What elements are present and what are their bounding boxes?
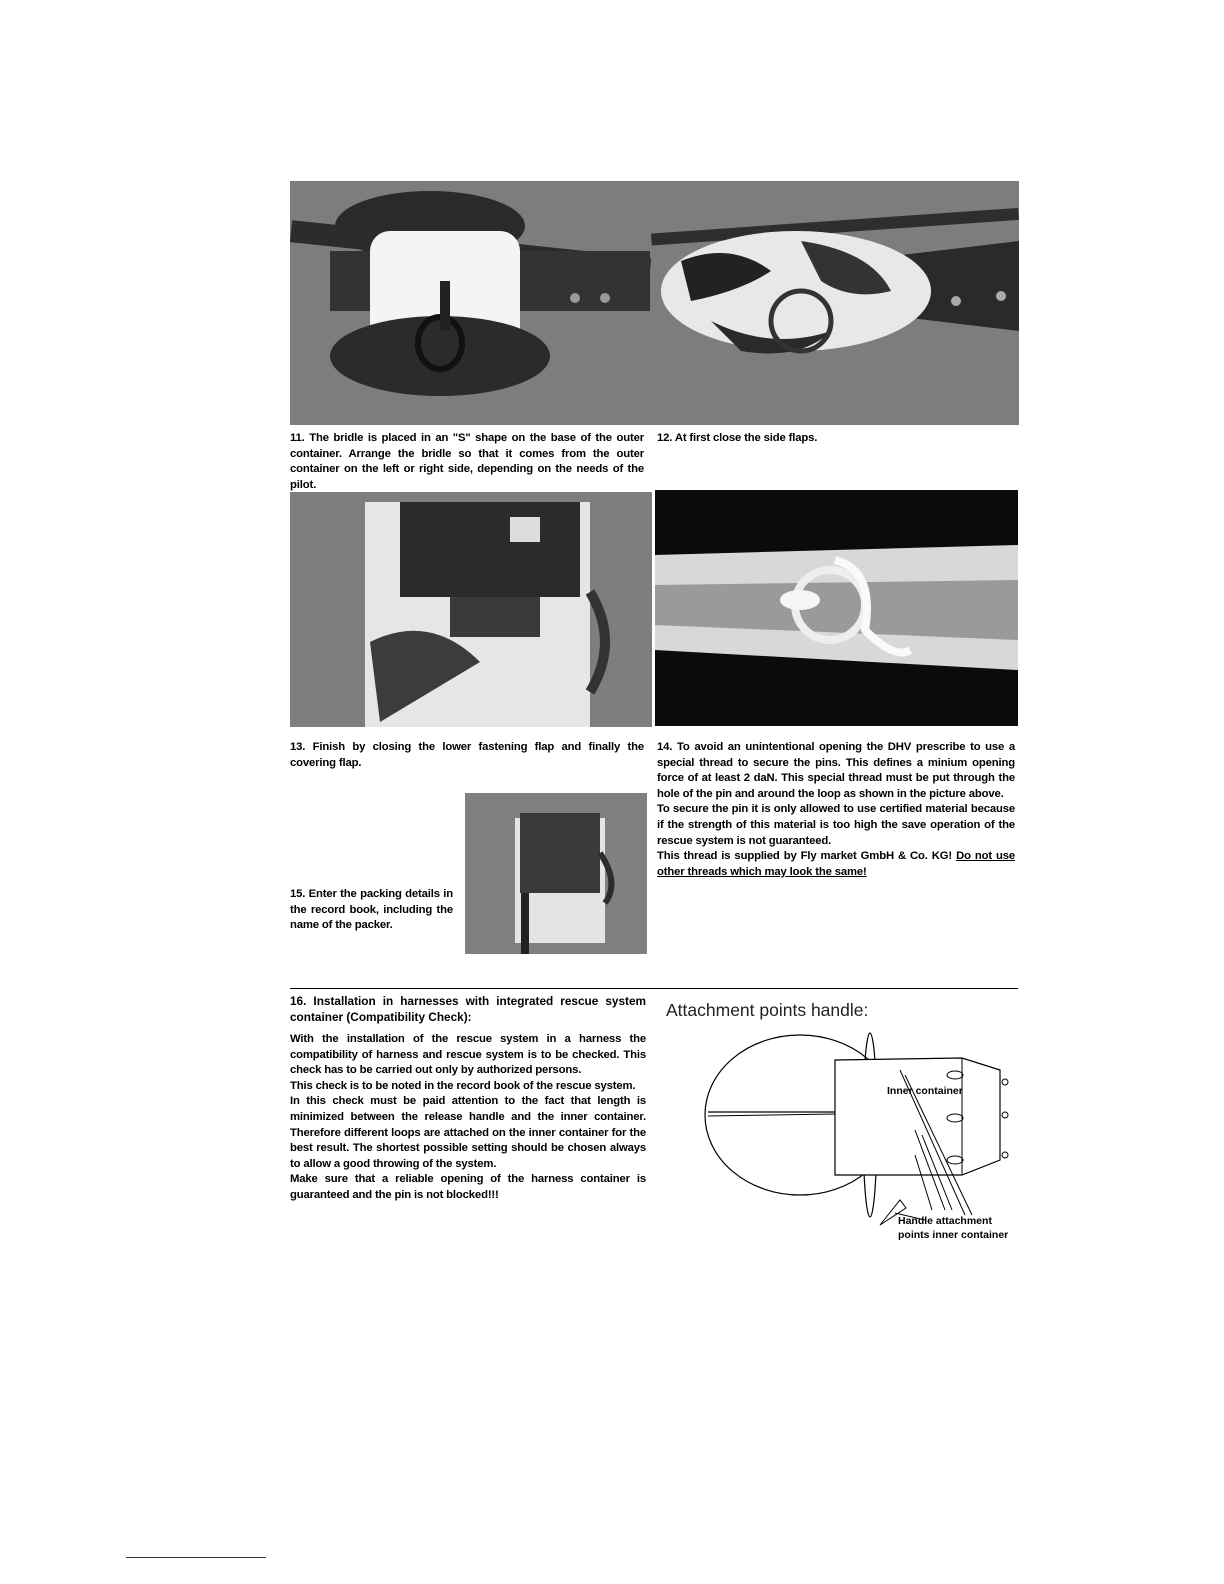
label-handle-attachment-1: Handle attachment <box>898 1215 992 1227</box>
label-handle-attachment-2: points inner container <box>898 1229 1009 1241</box>
caption-step-11: 11. The bridle is placed in an "S" shape on the base of the outer container. Arrange the bridle so that it comes from the outer container on the left or right side, depending on the needs of the pilot. <box>290 432 644 491</box>
caption-step-12: 12. At first close the side flaps. <box>657 432 818 444</box>
caption-step-14-para-3 <box>657 849 1015 880</box>
caption-step-14-para-1: 14. To avoid an unintentional opening the DHV prescribe to use a special thread to secure the pins. This defines a minium opening force of at least 2 daN. This special thread must be put through the hole of the pin and around the loop as shown in the picture above. <box>657 741 1015 800</box>
photo-step-13 <box>290 492 652 727</box>
section-16-heading: 16. Installation in harnesses with integrated rescue system container (Compatibility Check): <box>290 994 646 1024</box>
caption-step-14-supplier: This thread is supplied by Fly market GmbH & Co. KG! <box>657 850 957 863</box>
section-16-para-2: This check is to be noted in the record book of the rescue system. <box>290 1079 636 1092</box>
photo-step-11 <box>290 181 651 425</box>
caption-step-15: 15. Enter the packing details in the record book, including the name of the packer. <box>290 888 453 932</box>
photo-step-12 <box>651 181 1019 425</box>
label-inner-container: Inner container <box>887 1085 963 1097</box>
section-16-para-1: With the installation of the rescue system in a harness the compatibility of harness and rescue system is to be checked. This check has to be carried out only by authorized persons. <box>290 1033 646 1077</box>
photo-step-15 <box>465 793 647 954</box>
section-divider <box>290 988 1018 989</box>
caption-step-14-warning: Do not use other threads which may look the same! <box>657 850 1015 878</box>
photo-step-14 <box>655 490 1018 726</box>
section-16-para-4: Make sure that a reliable opening of the harness container is guaranteed and the pin is not blocked!!! <box>290 1173 646 1201</box>
section-16-para-3: In this check must be paid attention to the fact that length is minimized between the release handle and the inner container. Therefore different loops are attached on the inner container for the best result. The shortest possible setting should be chosen always to allow a good throwing of the system. <box>290 1095 646 1170</box>
section-16-body <box>290 1032 646 1204</box>
caption-step-13: 13. Finish by closing the lower fastening flap and finally the covering flap. <box>290 741 644 769</box>
footnote-rule <box>126 1557 266 1558</box>
attachment-points-diagram <box>700 1030 1022 1245</box>
caption-step-14-para-2: To secure the pin it is only allowed to use certified material because if the strength of this material is too high the save operation of the rescue system is not guaranteed. <box>657 803 1015 847</box>
caption-step-14 <box>657 740 1015 880</box>
diagram-title: Attachment points handle: <box>666 1000 869 1020</box>
